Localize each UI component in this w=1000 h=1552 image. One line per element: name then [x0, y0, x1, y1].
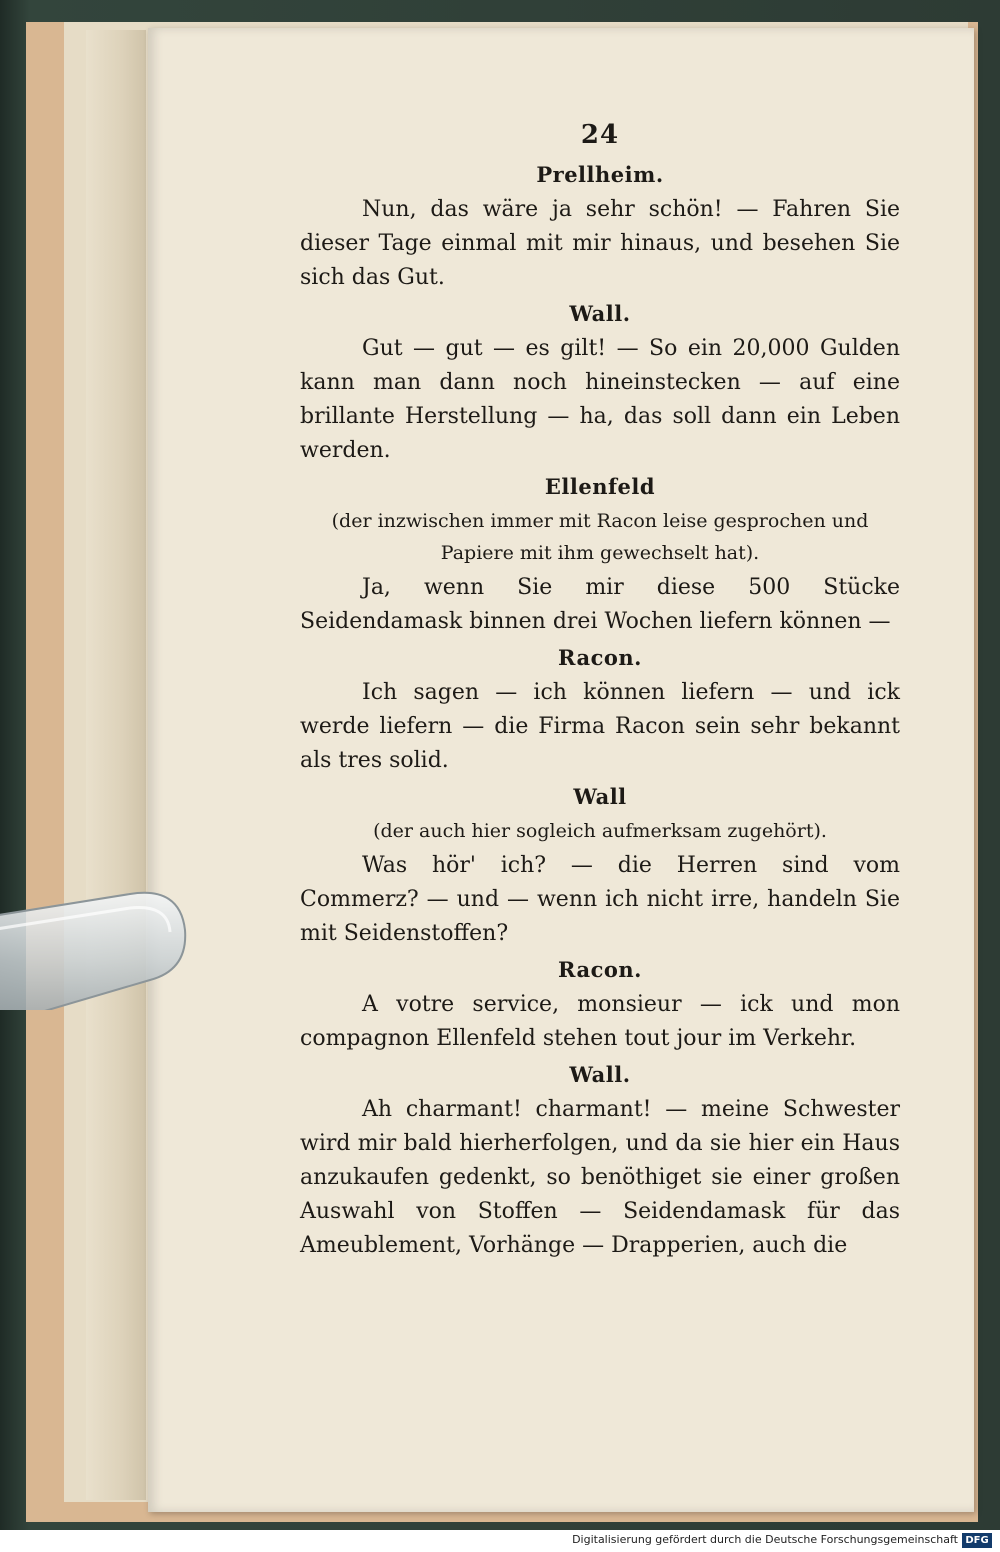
- speaker-wall: Wall.: [569, 1062, 631, 1087]
- speech-line: Ich sagen — ich können liefern — und ick werde liefern — die Firma Racon sein sehr bekannt als tres solid.: [300, 680, 900, 773]
- speech-line: Ja, wenn Sie mir diese 500 Stücke Seidendamask binnen drei Wochen liefern können —: [300, 575, 900, 634]
- footer-credit: Digitalisierung gefördert durch die Deutsche Forschungsgemeinschaft: [572, 1533, 958, 1546]
- speaker-racon: Racon.: [558, 645, 642, 670]
- speech-line: A votre service, monsieur — ick und mon compagnon Ellenfeld stehen tout jour im Verkehr.: [300, 992, 900, 1051]
- speech-line: Nun, das wäre ja sehr schön! — Fahren Sie dieser Tage einmal mit mir hinaus, und besehen Sie sich das Gut.: [300, 197, 900, 290]
- speaker-racon: Racon.: [558, 957, 642, 982]
- speaker-wall: Wall: [573, 784, 627, 809]
- stage-direction: (der inzwischen immer mit Racon leise gesprochen und Papiere mit ihm gewechselt hat).: [331, 510, 869, 564]
- speaker-ellenfeld: Ellenfeld: [544, 474, 656, 499]
- page-number: 24: [580, 120, 620, 150]
- stage-direction: (der auch hier sogleich aufmerksam zugehört).: [373, 820, 827, 842]
- page-text: [300, 120, 900, 1269]
- speech-line: Ah charmant! charmant! — meine Schwester wird mir bald hierherfolgen, und da sie hier ein Haus anzukaufen gedenkt, so benöthiget sie einer großen Auswahl von Stoffen — Seidendamask für das Ameublement, Vorhänge — Drapperien, auch die: [300, 1097, 900, 1258]
- dfg-logo: DFG: [962, 1533, 992, 1548]
- footer-bar: [0, 1530, 1000, 1552]
- speech-line: Was hör' ich? — die Herren sind vom Commerz? — und — wenn ich nicht irre, handeln Sie mit Seidenstoffen?: [300, 853, 900, 946]
- speaker-prellheim: Prellheim.: [536, 162, 664, 187]
- page-edge: [86, 30, 146, 1500]
- page-holder-clip-icon: [0, 890, 190, 1010]
- speech-line: Gut — gut — es gilt! — So ein 20,000 Gulden kann man dann noch hineinstecken — auf eine brillante Herstellung — ha, das soll dann ein Leben werden.: [300, 336, 900, 463]
- speaker-wall: Wall.: [569, 301, 631, 326]
